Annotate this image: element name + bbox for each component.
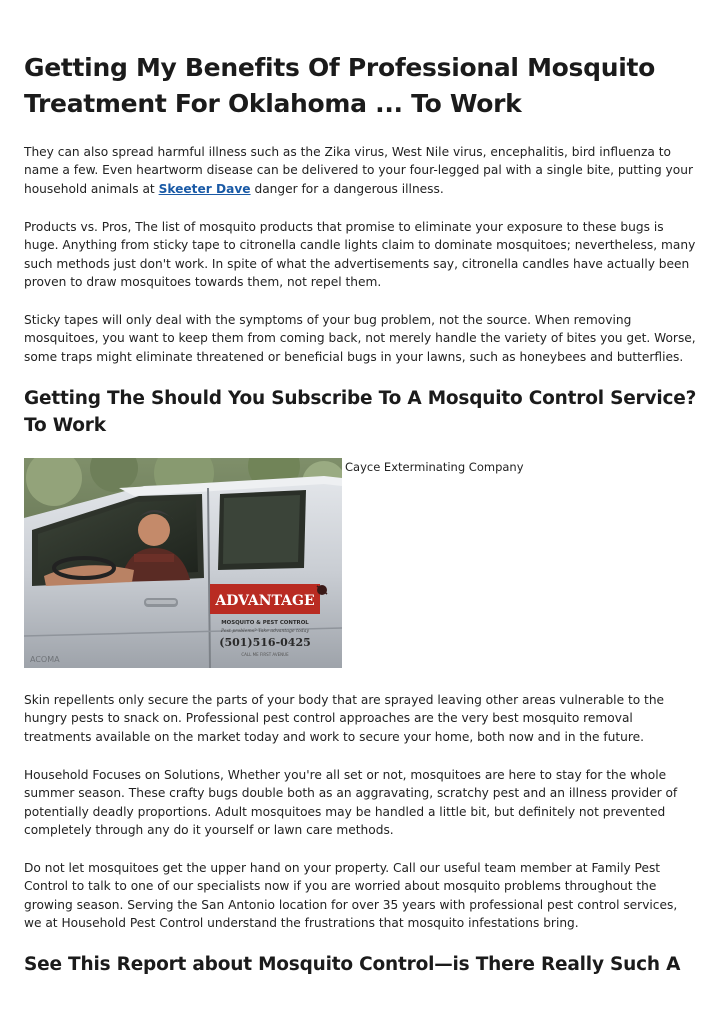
truck-phone-text: (501)516-0425	[219, 636, 311, 649]
paragraph-intro	[24, 143, 696, 198]
truck-photo	[24, 458, 342, 668]
skeeter-dave-link[interactable]: Skeeter Dave	[158, 181, 251, 196]
paragraph-skin-repellents: Skin repellents only secure the parts of your body that are sprayed leaving other areas vulnerable to the hungry pests to snack on. Professional pest control approaches are the very best mosquito removal treatments available on the market today and work to secure your home, both now and in the future.	[24, 693, 665, 744]
paragraph-intro-text-end: danger for a dangerous illness.	[250, 181, 444, 196]
paragraph-intro-text-start: They can also spread harmful illness such as the Zika virus, West Nile virus, encephalitis, bird influenza to name a few. Even heartworm disease can be delivered to your four-legged pal with a single bite, putting your household animals at	[24, 145, 693, 196]
paragraph-sticky-tapes: Sticky tapes will only deal with the symptoms of your bug problem, not the source. When removing mosquitoes, you want to keep them from coming back, not merely handle the variety of bites you get. Worse, some traps might eliminate threatened or beneficial bugs in your lawns, such as honeybees and butterflies.	[24, 313, 696, 364]
truck-slogan-text: Pest problems? Take advantage today	[221, 629, 309, 634]
image-caption: Cayce Exterminating Company	[345, 460, 524, 474]
paragraph-household-focuses: Household Focuses on Solutions, Whether you're all set or not, mosquitoes are here to stay for the whole summer season. These crafty bugs double both as an aggravating, scratchy pest and an illness provider of potentially deadly proportions. Adult mosquitoes may be handled a little bit, but definitely not prevented completely through any do it yourself or lawn care methods.	[24, 768, 678, 837]
paragraph-call-to-action: Do not let mosquitoes get the upper hand on your property. Call our useful team member at Family Pest Control to talk to one of our specialists now if you are worried about mosquito problems throughout the growing season. Serving the San Antonio location for over 35 years with professional pest control services, we at Household Pest Control understand the frustrations that mosquito infestations bring.	[24, 861, 678, 930]
truck-license-text: CALL ME FIRST AVENUE	[241, 652, 289, 657]
page-title: Getting My Benefits Of Professional Mosquito Treatment For Oklahoma ... To Work	[24, 53, 656, 118]
truck-service-text: MOSQUITO & PEST CONTROL	[221, 620, 309, 626]
truck-model-badge: ACOMA	[30, 655, 60, 664]
section-heading-subscribe: Getting The Should You Subscribe To A Mosquito Control Service? To Work	[24, 388, 697, 436]
paragraph-products-vs-pros: Products vs. Pros, The list of mosquito products that promise to eliminate your exposure to these bugs is huge. Anything from sticky tape to citronella candle lights claim to dominate mosquitoes; nevertheless, many such methods just don't work. In spite of what the advertisements say, citronella candles have actually been proven to draw mosquitoes towards them, not repel them.	[24, 220, 696, 289]
section-heading-report: See This Report about Mosquito Control—is There Really Such A	[24, 954, 681, 975]
truck-brand-text: ADVANTAGE	[215, 593, 315, 609]
